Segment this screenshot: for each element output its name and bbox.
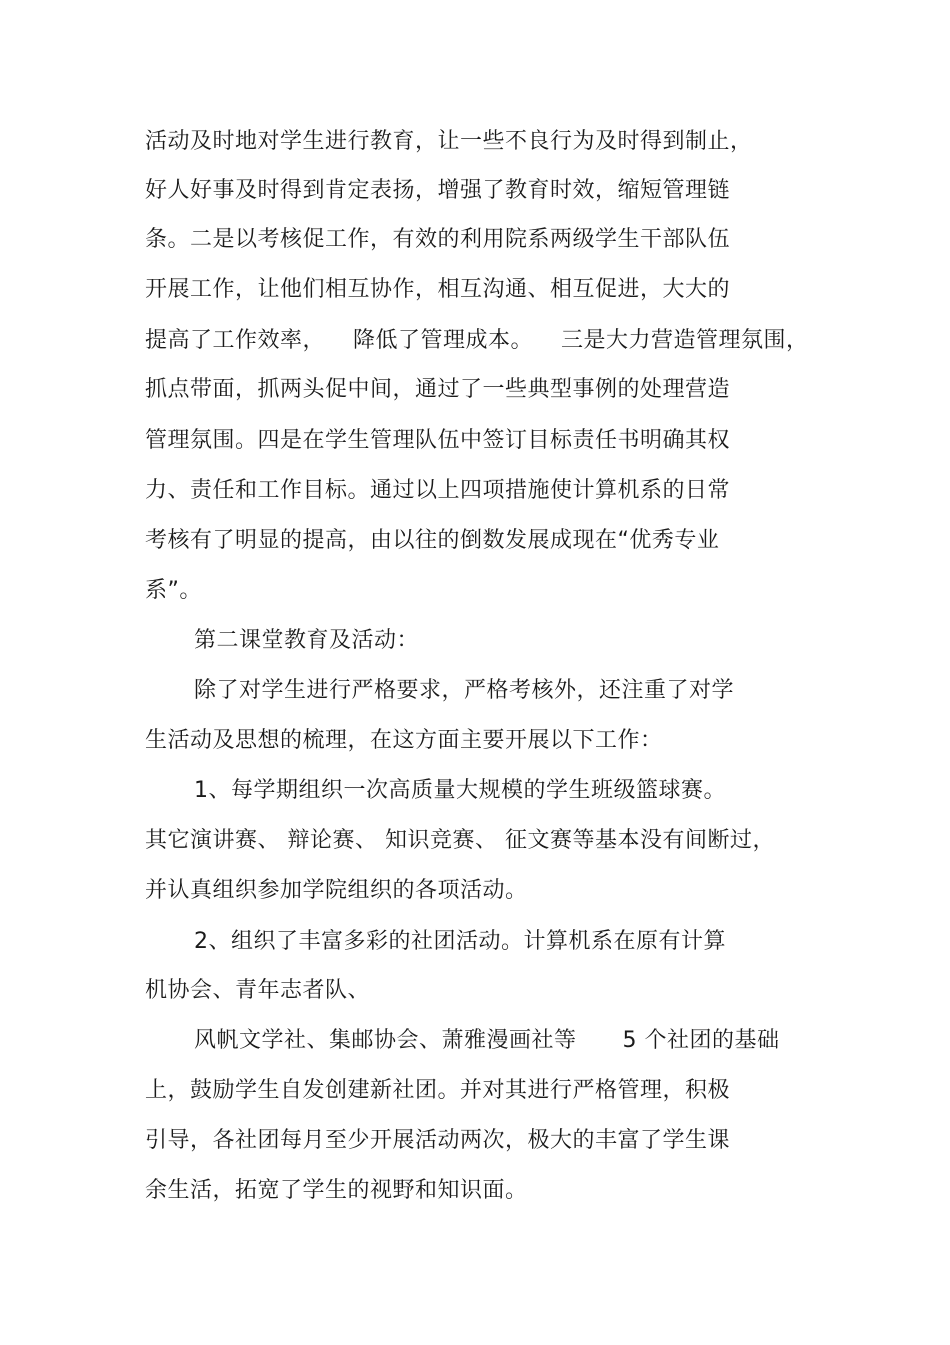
paragraph-line: 除了对学生进行严格要求，严格考核外，还注重了对学 [194,678,735,703]
paragraph-line [145,326,809,356]
paragraph-line: 并认真组织参加学院组织的各项活动。 [145,878,528,903]
paragraph-line: 系”。 [145,578,202,603]
text-segment: 风帆文学社、集邮协会、萧雅漫画社等 [194,1028,577,1053]
paragraph-line: 好人好事及时得到肯定表扬，增强了教育时效，缩短管理链 [145,178,731,203]
paragraph-line: 力、责任和工作目标。通过以上四项措施使计算机系的日常 [145,478,731,503]
paragraph-line: 条。二是以考核促工作，有效的利用院系两级学生干部队伍 [145,227,731,252]
paragraph-line: 抓点带面，抓两头促中间，通过了一些典型事例的处理营造 [145,377,731,402]
paragraph-line: 其它演讲赛、 辩论赛、 知识竞赛、 征文赛等基本没有间断过， [145,828,775,853]
text-segment: 三是大力营造管理氛围， [561,328,809,353]
section-heading: 第二课堂教育及活动： [194,628,420,653]
paragraph-line: 机协会、青年志者队、 [145,978,371,1003]
paragraph-line: 活动及时地对学生进行教育，让一些不良行为及时得到制止， [145,129,753,154]
paragraph-line: 余生活，拓宽了学生的视野和知识面。 [145,1178,528,1203]
paragraph-line: 引导，各社团每月至少开展活动两次，极大的丰富了学生课 [145,1128,731,1153]
paragraph-line [194,1026,780,1056]
text-segment: 降低了管理成本。 [353,328,534,353]
text-segment: 提高了工作效率， [145,328,326,353]
paragraph-line: 考核有了明显的提高，由以往的倒数发展成现在“优秀专业 [145,528,720,553]
paragraph-line: 生活动及思想的梳理，在这方面主要开展以下工作： [145,728,663,753]
paragraph-line: 管理氛围。四是在学生管理队伍中签订目标责任书明确其权 [145,428,731,453]
text-segment: 5 个社团的基础 [622,1028,780,1053]
paragraph-line: 上，鼓励学生自发创建新社团。并对其进行严格管理，积极 [145,1078,731,1103]
list-item: 1、每学期组织一次高质量大规模的学生班级篮球赛。 [194,778,726,803]
list-item: 2、组织了丰富多彩的社团活动。计算机系在原有计算 [194,929,726,954]
paragraph-line: 开展工作，让他们相互协作，相互沟通、相互促进，大大的 [145,277,731,302]
